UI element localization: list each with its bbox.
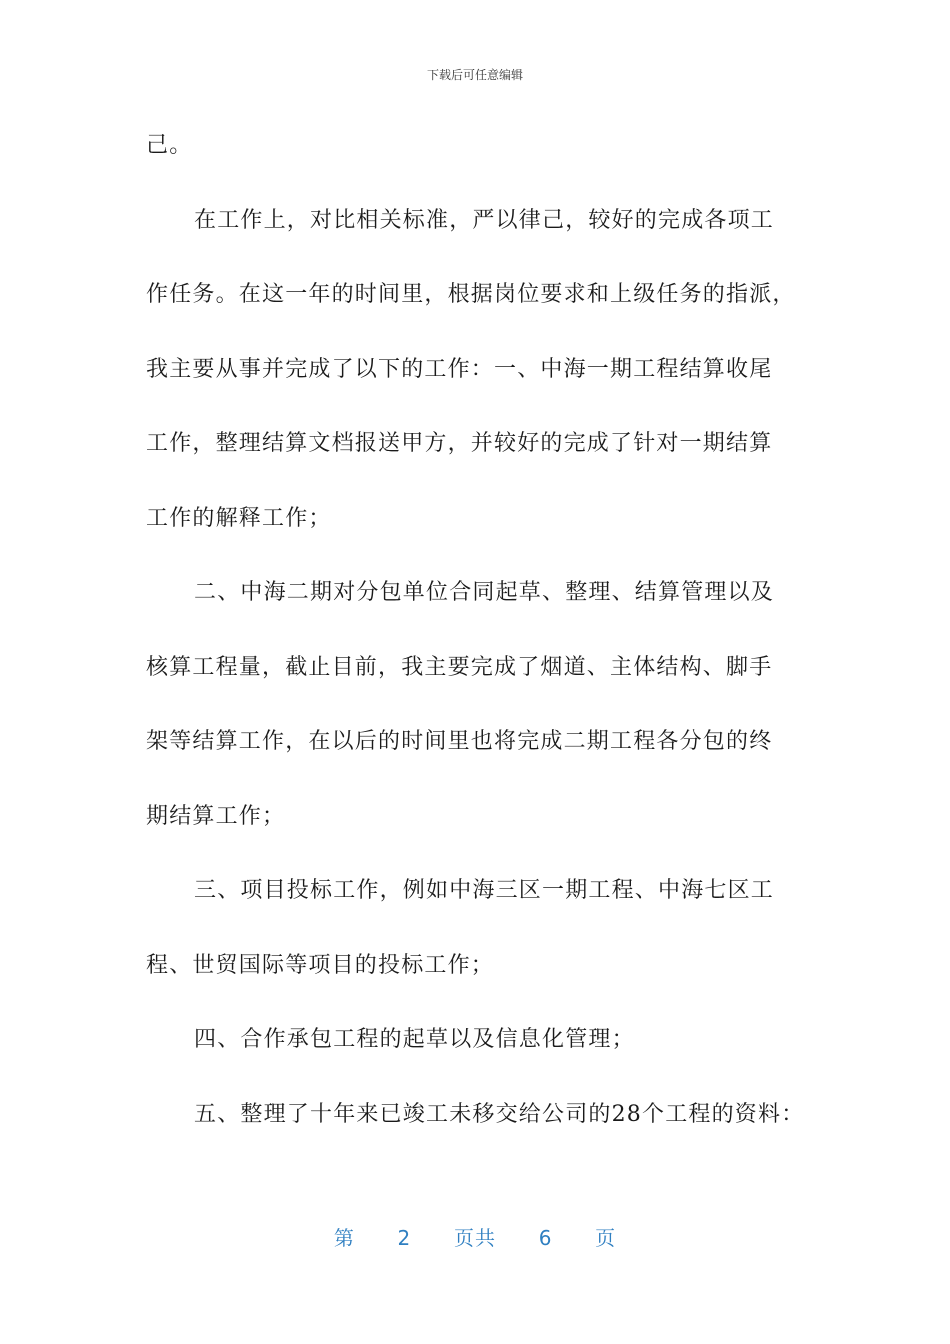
paragraph-line: 工作，整理结算文档报送甲方，并较好的完成了针对一期结算 bbox=[146, 431, 773, 456]
paragraph-line: 架等结算工作，在以后的时间里也将完成二期工程各分包的终 bbox=[146, 729, 773, 754]
paragraph-line: 四、合作承包工程的起草以及信息化管理； bbox=[194, 1027, 635, 1052]
paragraph-line: 期结算工作； bbox=[146, 803, 286, 829]
footer-middle: 页共 bbox=[454, 1226, 496, 1250]
footer-total-pages: 6 bbox=[538, 1226, 553, 1250]
paragraph-line: 二、中海二期对分包单位合同起草、整理、结算管理以及 bbox=[194, 580, 775, 605]
footer-prefix: 第 bbox=[333, 1226, 355, 1250]
paragraph-line: 己。 bbox=[146, 133, 193, 158]
paragraph-line: 作任务。在这一年的时间里，根据岗位要求和上级任务的指派， bbox=[146, 282, 796, 307]
footer-current-page: 2 bbox=[397, 1226, 412, 1250]
document-body bbox=[146, 116, 836, 1159]
paragraph-line: 三、项目投标工作，例如中海三区一期工程、中海七区工 bbox=[194, 878, 775, 903]
paragraph-line: 核算工程量，截止目前，我主要完成了烟道、主体结构、脚手 bbox=[146, 654, 773, 680]
paragraph-line: 我主要从事并完成了以下的工作：一、中海一期工程结算收尾 bbox=[146, 356, 773, 382]
paragraph-line: 五、整理了十年来已竣工未移交给公司的28个工程的资料： bbox=[194, 1101, 805, 1127]
paragraph-line: 在工作上，对比相关标准，严以律己，较好的完成各项工 bbox=[194, 207, 775, 233]
page-footer bbox=[0, 1222, 950, 1251]
footer-suffix: 页 bbox=[595, 1226, 617, 1250]
paragraph-line: 程、世贸国际等项目的投标工作； bbox=[146, 952, 495, 978]
page-header-note: 下载后可任意编辑 bbox=[426, 68, 523, 82]
paragraph-line: 工作的解释工作； bbox=[146, 505, 332, 531]
